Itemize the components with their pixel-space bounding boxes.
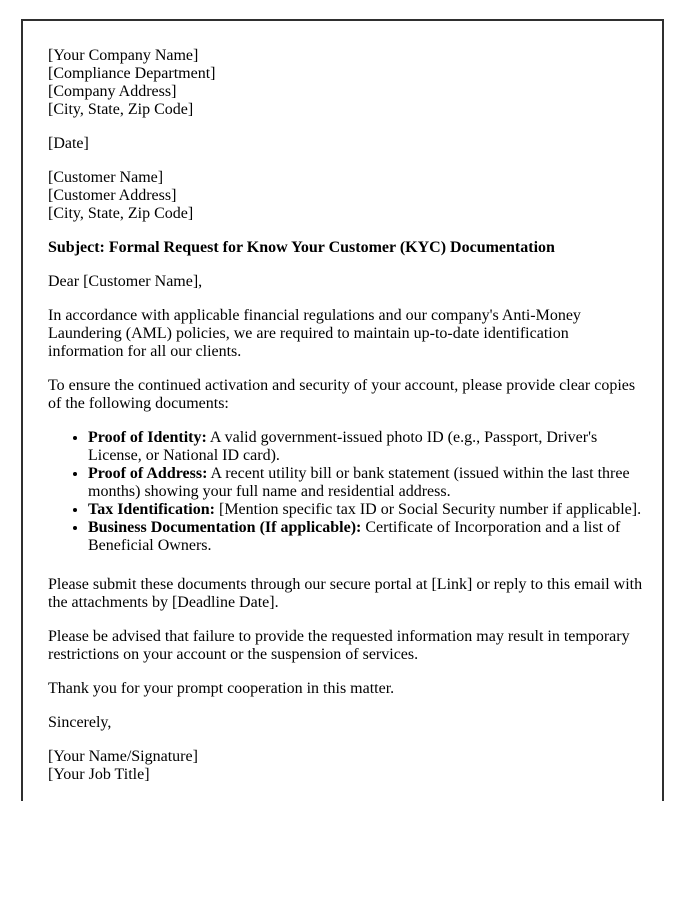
sender-address-block [48, 47, 644, 119]
list-item-label: Business Documentation (If applicable): [88, 519, 362, 536]
list-item-label: Proof of Identity: [88, 429, 207, 446]
request-paragraph: To ensure the continued activation and security of your account, please provide clear copies of the following documents: [48, 377, 636, 412]
list-item-tax-identification [88, 501, 644, 519]
documents-list [48, 429, 644, 555]
sender-department-line: [Compliance Department] [48, 65, 216, 82]
thanks-paragraph: Thank you for your prompt cooperation in this matter. [48, 680, 395, 697]
list-item-proof-of-address [88, 465, 644, 501]
letter-document [21, 19, 664, 801]
subject-line: Subject: Formal Request for Know Your Customer (KYC) Documentation [48, 239, 555, 256]
sender-company-line: [Your Company Name] [48, 47, 199, 64]
salutation: Dear [Customer Name], [48, 273, 203, 290]
sender-street-line: [Company Address] [48, 83, 177, 100]
recipient-city-line: [City, State, Zip Code] [48, 205, 194, 222]
recipient-address-block [48, 169, 644, 223]
list-item-text: A recent utility bill or bank statement (issued within the last three months) showing your full name and residential address. [88, 465, 630, 500]
signature-name-line: [Your Name/Signature] [48, 748, 198, 765]
list-item-label: Proof of Address: [88, 465, 208, 482]
intro-paragraph: In accordance with applicable financial regulations and our company's Anti-Money Laundering (AML) policies, we are required to maintain up-to-date identification information for all our clients. [48, 307, 581, 360]
list-item-label: Tax Identification: [88, 501, 215, 518]
date-line: [Date] [48, 135, 89, 152]
list-item-text: [Mention specific tax ID or Social Security number if applicable]. [214, 501, 642, 518]
list-item-text: A valid government-issued photo ID (e.g., Passport, Driver's License, or National ID card). [88, 429, 598, 464]
list-item-proof-of-identity [88, 429, 644, 465]
recipient-street-line: [Customer Address] [48, 187, 177, 204]
submission-paragraph: Please submit these documents through our secure portal at [Link] or reply to this email with the attachments by [Deadline Date]. [48, 576, 643, 611]
closing: Sincerely, [48, 714, 112, 731]
list-item-text: Certificate of Incorporation and a list of Beneficial Owners. [88, 519, 621, 554]
signature-block [48, 748, 644, 784]
recipient-name-line: [Customer Name] [48, 169, 164, 186]
list-item-business-documentation [88, 519, 644, 555]
sender-city-line: [City, State, Zip Code] [48, 101, 194, 118]
signature-title-line: [Your Job Title] [48, 766, 150, 783]
warning-paragraph: Please be advised that failure to provide the requested information may result in temporary restrictions on your account or the suspension of services. [48, 628, 630, 663]
